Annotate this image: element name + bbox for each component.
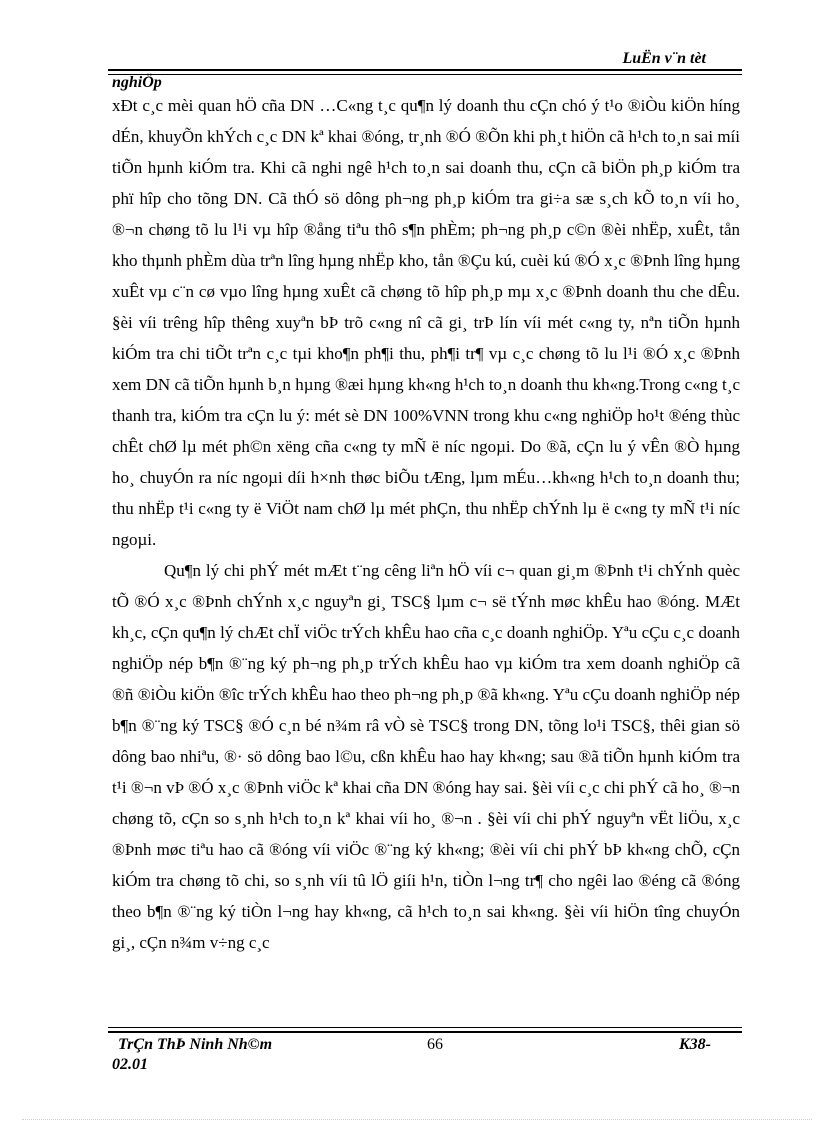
paragraph: Qu¶n lý chi phÝ mét mÆt t¨ng cêng liªn hÖ víi c¬ quan gi¸m ®Þnh t¹i chÝnh quèc tÕ ®Ó x¸c ®Þnh chÝnh x¸c nguyªn gi¸ TSC§ lµm c¬ së tÝnh møc khÊu hao ®óng. MÆt kh¸c, cÇn qu¶n lý chÆt chÏ viÖc trÝch khÊu hao cña c¸c doanh nghiÖp. Yªu cÇu c¸c doanh nghiÖp nép b¶n ®¨ng ký ph¬ng ph¸p trÝch khÊu hao vµ kiÓm tra xem doanh nghiÖp cã ®ñ ®iÒu kiÖn ®îc trÝch khÊu hao theo ph¬ng ph¸p ®ã kh«ng. Yªu cÇu doanh nghiÖp nép b¶n ®¨ng ký TSC§ ®Ó c¸n bé n¾m râ vÒ sè TSC§ trong DN, tõng lo¹i TSC§, thêi gian sö dông bao nhiªu, ®· sö dông bao l©u, cßn khÊu hao hay kh«ng; sau ®ã tiÕn hµnh kiÓm tra t¹i ®¬n vÞ ®Ó x¸c ®Þnh viÖc kª khai cña DN ®óng hay sai. §èi víi c¸c chi phÝ cã ho¸ ®¬n chøng tõ, cÇn so s¸nh h¹ch to¸n kª khai víi ho¸ ®¬n . §èi víi chi phÝ nguyªn vËt liÖu, x¸c ®Þnh møc tiªu hao cã ®óng víi viÖc ®¨ng ký kh«ng; ®èi víi chi phÝ bÞ kh«ng chÕ, cÇn kiÓm tra chøng tõ chi, so s¸nh víi tû lÖ giíi h¹n, tiÒn l¬ng tr¶ cho ngêi lao ®éng cã ®óng theo b¶n ®¨ng ký tiÒn l¬ng hay kh«ng, cã h¹ch to¸n sai kh«ng. §èi víi hiÖn tîng chuyÓn gi¸, cÇn n¾m v÷ng c¸c (112, 561, 740, 952)
header-title-continued: nghiÖp (112, 74, 162, 91)
footer-divider-thin (108, 1027, 742, 1028)
page-edge (22, 1119, 812, 1120)
header-divider (108, 69, 742, 71)
header-divider-thin (108, 74, 742, 75)
body-text (112, 90, 740, 958)
footer-author: TrÇn ThÞ Ninh Nh©m (118, 1036, 273, 1053)
paragraph: xÐt c¸c mèi quan hÖ cña DN …C«ng t¸c qu¶n lý doanh thu cÇn chó ý t¹o ®iÒu kiÖn híng dÉn, khuyÕn khÝch c¸c DN kª khai ®óng, tr¸nh ®Ó ®Õn khi ph¸t hiÖn cã h¹ch to¸n sai míi tiÕn hµnh kiÓm tra. Khi cã nghi ngê h¹ch to¸n sai doanh thu, cÇn cã biÖn ph¸p kiÓm tra phï hîp cho tõng DN. Cã thÓ sö dông ph¬ng ph¸p kiÓm tra gi÷a sæ s¸ch kÕ to¸n víi ho¸ ®¬n chøng tõ lu l¹i vµ hîp ®ång tiªu thô s¶n phÈm; ph¬ng ph¸p c©n ®èi nhËp, xuÊt, tån kho thµnh phÈm dùa trªn lîng hµng nhËp kho, tån ®Çu kú, cuèi kú ®Ó x¸c ®Þnh lîng hµng xuÊt vµ c¨n cø vµo lîng hµng xuÊt cã chøng tõ hîp ph¸p mµ x¸c ®Þnh doanh thu che dÊu. §èi víi trêng hîp thêng xuyªn bÞ trõ c«ng nî cã gi¸ trÞ lín víi mét c«ng ty, nªn tiÕn hµnh kiÓm tra chi tiÕt trªn c¸c tµi kho¶n ph¶i thu, ph¶i tr¶ vµ c¸c chøng tõ lu l¹i ®Ó x¸c ®Þnh xem DN cã tiÕn hµnh b¸n hµng ®æi hµng kh«ng h¹ch to¸n doanh thu kh«ng.Trong c«ng t¸c thanh tra, kiÓm tra cÇn lu ý: mét sè DN 100%VNN trong khu c«ng nghiÖp ho¹t ®éng thùc chÊt chØ lµ mét ph©n xëng cña c«ng ty mÑ ë níc ngoµi. Do ®ã, cÇn lu ý vÊn ®Ò hµng ho¸ chuyÓn ra níc ngoµi díi h×nh thøc biÕu tÆng, lµm mÉu…kh«ng h¹ch to¸n doanh thu; thu nhËp t¹i c«ng ty ë ViÖt nam chØ lµ mét phÇn, thu nhËp chÝnh lµ ë c«ng ty mÑ t¹i níc ngoµi. (112, 96, 740, 549)
header-title: LuËn v¨n tèt (622, 50, 706, 67)
footer-divider (108, 1031, 742, 1033)
footer-class-code: 02.01 (112, 1056, 148, 1073)
page-number: 66 (427, 1036, 443, 1053)
footer-class: K38- (679, 1036, 711, 1053)
